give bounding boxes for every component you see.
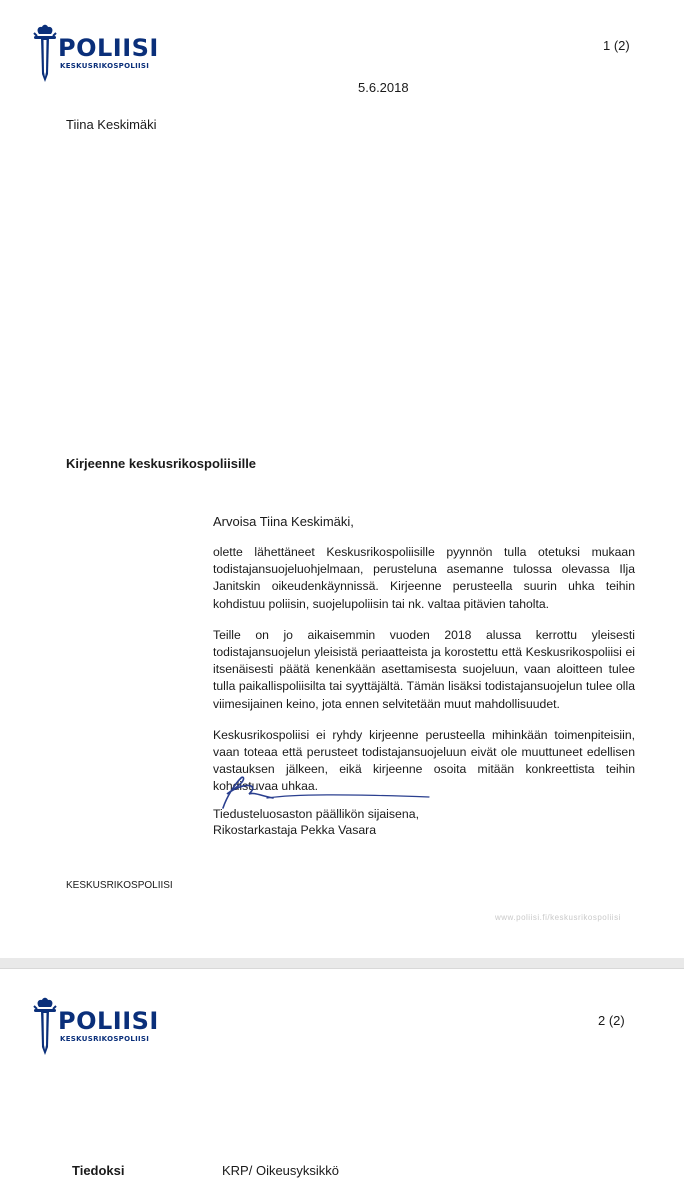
signature-name: Rikostarkastaja Pekka Vasara <box>213 823 377 837</box>
letter-date: 5.6.2018 <box>358 80 409 95</box>
logo-subtitle: KESKUSRIKOSPOLIISI <box>60 1035 150 1043</box>
police-emblem-icon <box>30 997 60 1057</box>
poliisi-logo <box>30 24 180 84</box>
cc-recipient: KRP/ Oikeusyksikkö <box>222 1163 340 1178</box>
police-emblem-icon <box>30 24 60 84</box>
salutation: Arvoisa Tiina Keskimäki, <box>213 514 354 529</box>
logo-subtitle: KESKUSRIKOSPOLIISI <box>60 62 150 70</box>
footer-organization: KESKUSRIKOSPOLIISI <box>66 880 173 891</box>
body-paragraph-1: olette lähettäneet Keskusrikospoliisille pyynnön tulla otetuksi mukaan todistajansuojeluohjelmaan, perusteluna asemanne tulossa olevassa Ilja Janitskin oikeudenkäynnissä. Kirjeenne perusteella suurin uhka teihin kohdistuu poliisin, suojelupoliisin tai nk. valtaa pitävien taholta. <box>213 545 635 611</box>
cc-label: Tiedoksi <box>72 1163 125 1178</box>
letter-body <box>213 544 635 810</box>
footer-url: www.poliisi.fi/keskusrikospoliisi <box>495 913 621 922</box>
poliisi-logo <box>30 997 180 1057</box>
handwritten-signature <box>215 772 445 812</box>
logo-wordmark: POLIISI <box>58 34 159 62</box>
page-number: 2 (2) <box>598 1013 625 1028</box>
logo-wordmark: POLIISI <box>58 1007 159 1035</box>
letter-page-2 <box>0 968 684 1201</box>
body-paragraph-2: Teille on jo aikaisemmin vuoden 2018 alussa kerrottu yleisesti todistajansuojelun yleisistä periaatteista ja korostettu että Keskusrikospoliisi ei itsenäisesti päätä kenenkään asettamisesta suojeluun, vaan aloitteen tulee tulla paikallispoliisilta tai syyttäjältä. Tämän lisäksi todistajansuojelun tulee olla viimesijainen keino, jota ennen selvitetään muut mahdollisuudet. <box>213 627 635 711</box>
page-number: 1 (2) <box>603 38 630 53</box>
body-paragraph-3: Keskusrikospoliisi ei ryhdy kirjeenne perusteella mihinkään toimenpiteisiin, vaan toteaa että perusteet todistajansuojeluun eivät ole muuttuneet edellisen vastauksen jälkeen, eikä kirjeenne osoita mitään konkreettista teihin kohdistuvaa uhkaa. <box>213 727 635 794</box>
recipient-name: Tiina Keskimäki <box>66 117 157 132</box>
letter-subject: Kirjeenne keskusrikospoliisille <box>66 456 257 471</box>
signature-title: Tiedusteluosaston päällikön sijaisena, <box>213 807 419 821</box>
